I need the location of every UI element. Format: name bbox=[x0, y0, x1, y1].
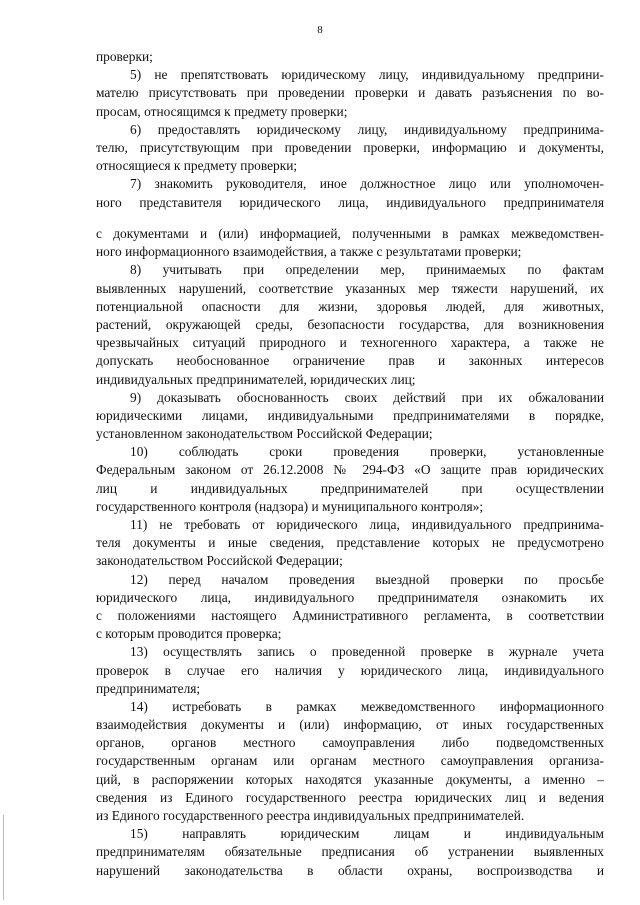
text-line: сведения из Единого государственного реестра юридических лиц и ведения bbox=[96, 789, 604, 805]
text-line: 13) осуществлять запись о проведенной проверке в журнале учета bbox=[130, 644, 604, 660]
text-line: растений, окружающей среды, безопасности государства, для возникновения bbox=[96, 316, 604, 332]
text-line: лиц и индивидуальных предпринимателей при осуществлении bbox=[96, 480, 604, 496]
text-line: 6) предоставлять юридическому лицу, индивидуальному предпринима- bbox=[130, 121, 604, 137]
text-line: выявленных нарушений, соответствие указанных мер тяжести нарушений, их bbox=[96, 280, 604, 296]
text-line: предпринимателям обязательные предписания об устранении выявленных bbox=[96, 844, 604, 860]
scan-edge-line bbox=[3, 815, 4, 900]
text-line: просам, относящимся к предмету проверки; bbox=[96, 103, 348, 119]
text-line: государственного контроля (надзора) и муниципального контроля»; bbox=[96, 498, 484, 514]
text-line: нарушений законодательства в области охраны, воспроизводства и bbox=[96, 862, 604, 878]
text-line: юридическими лицами, индивидуальными предпринимателями в порядке, bbox=[96, 407, 604, 423]
text-line: с документами и (или) информацией, полученными в рамках межведомствен- bbox=[96, 226, 604, 241]
text-line: с которым проводится проверка; bbox=[96, 626, 282, 642]
text-line: законодательством Российской Федерации; bbox=[96, 553, 343, 569]
text-line: чрезвычайных ситуаций природного и техногенного характера, а также не bbox=[96, 335, 604, 351]
text-line: 14) истребовать в рамках межведомственного информационного bbox=[130, 698, 604, 714]
text-line: органов, органов местного самоуправления либо подведомственных bbox=[96, 735, 604, 751]
text-line: взаимодействия документы и (или) информацию, от иных государственных bbox=[96, 717, 604, 733]
text-line: с положениями настоящего Административного регламента, в соответствии bbox=[96, 607, 604, 623]
text-line: из Единого государственного реестра индивидуальных предпринимателей. bbox=[96, 808, 525, 823]
text-line: 15) направлять юридическим лицам и индивидуальным bbox=[130, 826, 604, 842]
text-line: 10) соблюдать сроки проведения проверки, установленные bbox=[130, 444, 604, 460]
text-line: ного представителя юридического лица, индивидуального предпринимателя bbox=[96, 194, 604, 210]
text-line: ного информационного взаимодействия, а также с результатами проверки; bbox=[96, 244, 522, 260]
text-line: установленном законодательством Российской Федерации; bbox=[96, 426, 433, 442]
text-line: телю, присутствующим при проведении проверки, информацию и документы, bbox=[96, 139, 604, 155]
text-line: 12) перед началом проведения выездной проверки по просьбе bbox=[130, 571, 604, 587]
text-line: мателю присутствовать при проведении проверки и давать разъяснения по во- bbox=[96, 85, 604, 101]
text-line: теля документы и иные сведения, представление которых не предусмотрено bbox=[96, 535, 604, 551]
text-line: юридического лица, индивидуального предпринимателя ознакомить их bbox=[96, 589, 604, 605]
text-line: государственным органам или органам местного самоуправления организа- bbox=[96, 753, 604, 769]
text-line: 8) учитывать при определении мер, принимаемых по фактам bbox=[130, 262, 604, 278]
text-line: ций, в распоряжении которых находятся указанные документы, а именно – bbox=[96, 771, 604, 787]
page-number: 8 bbox=[317, 24, 323, 36]
text-line: 9) доказывать обоснованность своих действий при их обжаловании bbox=[130, 389, 604, 405]
text-line: относящиеся к предмету проверки; bbox=[96, 158, 298, 174]
text-line: проверки; bbox=[96, 49, 153, 64]
text-line: 11) не требовать от юридического лица, индивидуального предпринима- bbox=[130, 517, 604, 532]
text-line: Федеральным законом от 26.12.2008 № 294-ФЗ «О защите прав юридических bbox=[96, 462, 604, 478]
text-line: 7) знакомить руководителя, иное должностное лицо или уполномочен- bbox=[130, 176, 604, 192]
text-line: 5) не препятствовать юридическому лицу, индивидуальному предприни- bbox=[130, 67, 604, 83]
text-line: потенциальной опасности для жизни, здоровья людей, для животных, bbox=[96, 298, 604, 314]
text-line: проверок в случае его наличия у юридического лица, индивидуального bbox=[96, 662, 604, 678]
text-block-top bbox=[96, 48, 604, 212]
text-line: допускать необоснованное ограничение прав и законных интересов bbox=[96, 353, 604, 369]
text-line: предпринимателя; bbox=[96, 680, 201, 696]
text-line: индивидуальных предпринимателей, юридических лиц; bbox=[96, 371, 416, 387]
text-block-main bbox=[96, 225, 604, 880]
